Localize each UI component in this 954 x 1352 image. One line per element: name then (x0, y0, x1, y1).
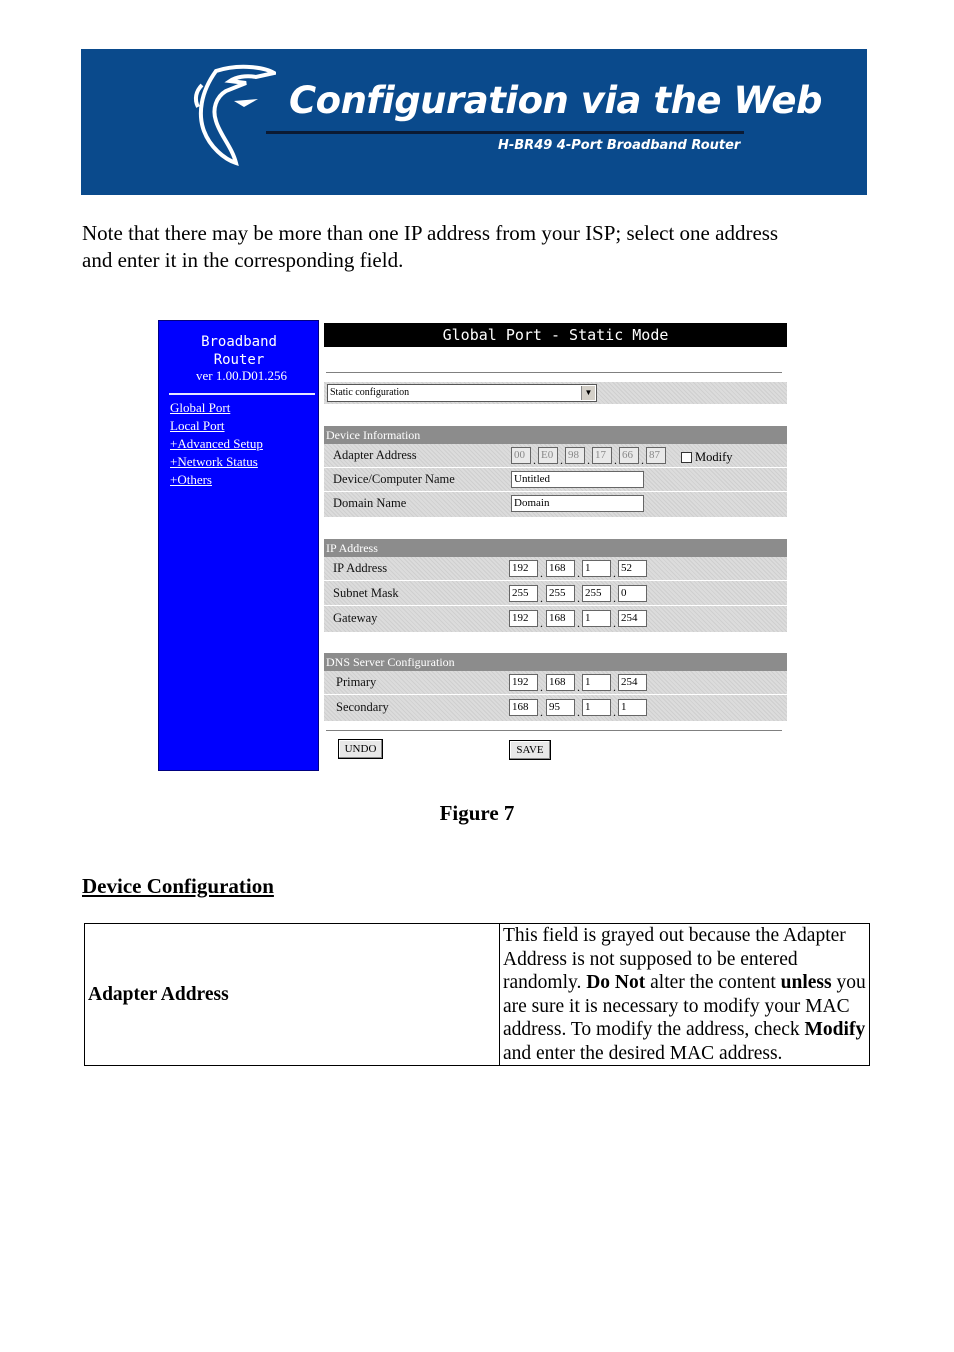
eagle-head-icon (186, 63, 276, 173)
ip-separator: . (540, 616, 543, 630)
dns-primary-row (324, 671, 787, 695)
device-name-label: Device/Computer Name (333, 472, 455, 486)
field-description-cell (500, 924, 870, 1066)
figure-caption: Figure 7 (439, 801, 515, 825)
ip-separator: . (540, 705, 543, 719)
desc-text: alter the content (645, 972, 781, 993)
section-dns: DNS Server Configuration (324, 653, 787, 671)
ip-octet-3[interactable]: 1 (582, 560, 611, 577)
dns1-octet-2[interactable]: 168 (546, 674, 575, 691)
desc-text: you are sure it is necessary to modify your MAC address. To modify the address, check (503, 972, 866, 1040)
chevron-down-icon[interactable]: ▼ (581, 386, 595, 400)
section-device-info: Device Information (324, 426, 787, 444)
ip-octet-4[interactable]: 52 (618, 560, 647, 577)
dns-secondary-label: Secondary (336, 700, 389, 714)
mac-separator: . (614, 453, 617, 467)
nav-others[interactable]: +Others (170, 472, 212, 487)
page-title: Global Port - Static Mode (324, 323, 787, 347)
table-row (85, 924, 870, 1066)
gateway-octet-3[interactable]: 1 (582, 610, 611, 627)
dns-primary-label: Primary (336, 675, 377, 689)
device-name-input[interactable]: Untitled (511, 471, 644, 488)
ip-separator: . (577, 705, 580, 719)
gateway-octet-2[interactable]: 168 (546, 610, 575, 627)
ip-separator: . (613, 616, 616, 630)
mask-octet-3[interactable]: 255 (582, 585, 611, 602)
ip-separator: . (577, 566, 580, 580)
note-paragraph: Note that there may be more than one IP address from your ISP; select one address and enter it in the corresponding field. (82, 221, 779, 272)
subnet-label: Subnet Mask (333, 586, 399, 600)
sidebar-divider (169, 393, 315, 395)
sidebar-brand (159, 333, 319, 369)
ip-separator: . (577, 591, 580, 605)
mac-separator: . (641, 453, 644, 467)
domain-name-label: Domain Name (333, 496, 407, 510)
row-divider (324, 580, 787, 581)
ip-octet-1[interactable]: 192 (509, 560, 538, 577)
brand-line-1: Broadband (201, 334, 277, 350)
dns2-octet-2[interactable]: 95 (546, 699, 575, 716)
sidebar (158, 320, 319, 771)
banner-subtitle: H-BR49 4-Port Broadband Router (498, 138, 741, 153)
desc-text: and enter the desired MAC address. (503, 1042, 783, 1064)
dns1-octet-3[interactable]: 1 (582, 674, 611, 691)
brand-line-2: Router (213, 352, 265, 368)
mode-select[interactable] (327, 384, 597, 402)
section-heading: Device Configuration (82, 874, 274, 898)
dns2-octet-4[interactable]: 1 (618, 699, 647, 716)
desc-bold: Modify (804, 1019, 866, 1040)
domain-name-input[interactable]: Domain (511, 495, 644, 512)
dns-secondary-row (324, 696, 787, 720)
header-banner (81, 49, 867, 195)
mac-octet-3[interactable]: 98 (565, 447, 585, 464)
ip-separator: . (540, 680, 543, 694)
version-label: ver 1.00.D01.256 (196, 368, 287, 383)
adapter-label: Adapter Address (333, 448, 417, 462)
nav-global-port[interactable]: Global Port (170, 400, 231, 415)
mac-octet-4[interactable]: 17 (592, 447, 612, 464)
gateway-octet-1[interactable]: 192 (509, 610, 538, 627)
main-panel (324, 320, 788, 771)
adapter-row (324, 444, 787, 468)
subnet-row (324, 582, 787, 606)
gateway-label: Gateway (333, 611, 378, 625)
domain-name-row (324, 492, 787, 516)
ip-row (324, 557, 787, 581)
row-divider (324, 605, 787, 606)
row-divider (324, 694, 787, 695)
modify-checkbox[interactable] (681, 452, 692, 463)
ip-separator: . (540, 566, 543, 580)
ip-separator: . (577, 680, 580, 694)
mode-row (324, 382, 787, 404)
desc-text: This field is grayed out because the Adapter Address is not supposed to be entered randomly. (503, 925, 846, 993)
gateway-row (324, 607, 787, 631)
mac-octet-2[interactable]: E0 (538, 447, 558, 464)
modify-label: Modify (695, 450, 733, 464)
mask-octet-2[interactable]: 255 (546, 585, 575, 602)
dns2-octet-3[interactable]: 1 (582, 699, 611, 716)
undo-button[interactable]: UNDO (338, 739, 383, 759)
ip-separator: . (613, 680, 616, 694)
ip-label: IP Address (333, 561, 388, 575)
dns1-octet-1[interactable]: 192 (509, 674, 538, 691)
device-name-row (324, 468, 787, 492)
save-button[interactable]: SAVE (509, 740, 551, 760)
mac-separator: . (587, 453, 590, 467)
mac-separator: . (533, 453, 536, 467)
mac-octet-1[interactable]: 00 (511, 447, 531, 464)
sidebar-nav (170, 399, 263, 489)
ip-separator: . (613, 705, 616, 719)
field-name-cell: Adapter Address (85, 924, 500, 1066)
banner-rule (266, 131, 744, 134)
desc-bold: Do Not (586, 972, 646, 993)
router-screenshot (158, 320, 788, 771)
ip-separator: . (577, 616, 580, 630)
mask-octet-4[interactable]: 0 (618, 585, 647, 602)
ip-separator: . (613, 566, 616, 580)
definition-table (84, 923, 870, 1066)
mask-octet-1[interactable]: 255 (509, 585, 538, 602)
section-ip-address: IP Address (324, 539, 787, 557)
mac-separator: . (560, 453, 563, 467)
banner-title: Configuration via the Web (289, 79, 822, 122)
mac-octet-6[interactable]: 87 (646, 447, 666, 464)
mode-select-value: Static configuration (330, 387, 410, 398)
nav-advanced-setup[interactable]: +Advanced Setup (170, 436, 263, 451)
nav-local-port[interactable]: Local Port (170, 418, 225, 433)
gateway-octet-4[interactable]: 254 (618, 610, 647, 627)
ip-separator: . (613, 591, 616, 605)
mac-octet-5[interactable]: 66 (619, 447, 639, 464)
desc-bold: unless (780, 972, 832, 993)
dns1-octet-4[interactable]: 254 (618, 674, 647, 691)
nav-network-status[interactable]: +Network Status (170, 454, 258, 469)
dns2-octet-1[interactable]: 168 (509, 699, 538, 716)
footer-divider (326, 730, 782, 731)
ip-octet-2[interactable]: 168 (546, 560, 575, 577)
title-divider (326, 372, 782, 373)
ip-separator: . (540, 591, 543, 605)
